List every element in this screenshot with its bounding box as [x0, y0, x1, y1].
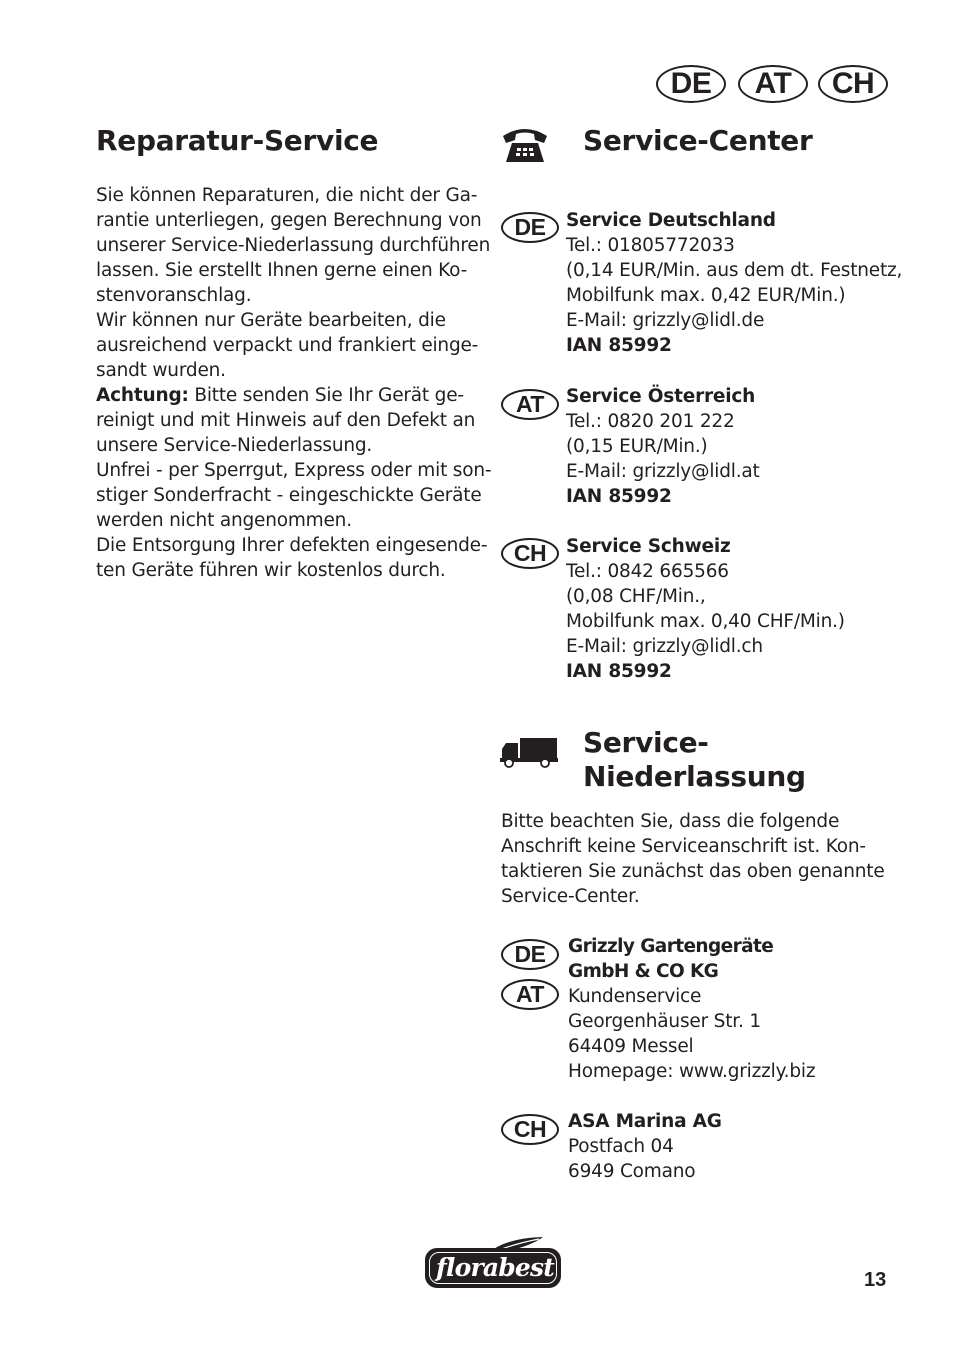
warning-line [96, 383, 491, 408]
text-line: ten Geräte führen wir kostenlos durch. [96, 560, 446, 581]
niederlassung-intro [501, 809, 885, 909]
service-center-title: Service-Center [583, 124, 813, 157]
company-name: ASA Marina AG [568, 1111, 722, 1132]
address-grizzly [568, 934, 815, 1084]
service-line: (0,08 CHF/Min., [566, 586, 706, 607]
badge-de-address: DE [501, 939, 559, 970]
text-line: unsere Service-Niederlassung. [96, 435, 373, 456]
florabest-logo [425, 1236, 563, 1290]
reparatur-text [96, 183, 491, 583]
badge-at: AT [501, 389, 559, 420]
service-line: E-Mail: grizzly@lidl.de [566, 310, 765, 331]
text-line: Die Entsorgung Ihrer defekten eingesende- [96, 535, 488, 556]
address-line: 6949 Comano [568, 1161, 696, 1182]
address-line: Postfach 04 [568, 1136, 674, 1157]
badge-de: DE [501, 212, 559, 243]
address-line: 64409 Messel [568, 1036, 694, 1057]
service-line: E-Mail: grizzly@lidl.ch [566, 636, 763, 657]
text-line: ausreichend verpackt und frankiert einge- [96, 335, 479, 356]
badge-ch-top: CH [818, 65, 888, 103]
company-name: GmbH & CO KG [568, 961, 719, 982]
service-entry-at [566, 384, 760, 509]
niederlassung-title-line1: Service- [583, 726, 709, 759]
address-line: Georgenhäuser Str. 1 [568, 1011, 761, 1032]
text-line: sandt wurden. [96, 360, 226, 381]
text-line: Wir können nur Geräte bearbeiten, die [96, 310, 446, 331]
truck-icon [500, 736, 558, 768]
badge-at-top: AT [738, 65, 808, 103]
badge-ch-address: CH [501, 1114, 559, 1145]
text-line: rantie unterliegen, gegen Berechnung von [96, 210, 482, 231]
service-ian: IAN 85992 [566, 661, 672, 682]
niederlassung-title [583, 726, 806, 794]
address-asa [568, 1109, 722, 1184]
text-line: taktieren Sie zunächst das oben genannte [501, 861, 885, 882]
text-line: werden nicht angenommen. [96, 510, 352, 531]
service-line: Mobilfunk max. 0,40 CHF/Min.) [566, 611, 845, 632]
service-entry-de [566, 208, 902, 358]
service-line: Tel.: 01805772033 [566, 235, 735, 256]
service-name: Service Schweiz [566, 536, 731, 557]
text-line: lassen. Sie erstellt Ihnen gerne einen Ko- [96, 260, 468, 281]
text-line: stiger Sonderfracht - eingeschickte Geräte [96, 485, 482, 506]
service-name: Service Deutschland [566, 210, 776, 231]
reparatur-title: Reparatur-Service [96, 124, 379, 157]
service-line: E-Mail: grizzly@lidl.at [566, 461, 760, 482]
service-entry-ch [566, 534, 845, 684]
badge-ch: CH [501, 538, 559, 569]
service-line: (0,14 EUR/Min. aus dem dt. Festnetz, [566, 260, 903, 281]
text-line: Bitte beachten Sie, dass die folgende [501, 811, 840, 832]
text-line: Unfrei - per Sperrgut, Express oder mit son- [96, 460, 492, 481]
service-line: Tel.: 0820 201 222 [566, 411, 735, 432]
niederlassung-title-line2: Niederlassung [583, 760, 806, 793]
page-number: 13 [864, 1269, 887, 1291]
company-name: Grizzly Gartengeräte [568, 936, 774, 957]
warning-label: Achtung: [96, 385, 189, 406]
service-ian: IAN 85992 [566, 335, 672, 356]
badge-de-top: DE [656, 65, 726, 103]
service-line: Mobilfunk max. 0,42 EUR/Min.) [566, 285, 846, 306]
badge-at-address: AT [501, 979, 559, 1010]
text-line: Service-Center. [501, 886, 640, 907]
service-name: Service Österreich [566, 386, 756, 407]
service-line: Tel.: 0842 665566 [566, 561, 729, 582]
text-line: unserer Service-Niederlassung durchführen [96, 235, 491, 256]
text-line: stenvoranschlag. [96, 285, 252, 306]
service-line: (0,15 EUR/Min.) [566, 436, 708, 457]
logo-box [425, 1248, 561, 1288]
telephone-icon [500, 124, 550, 164]
address-line: Homepage: www.grizzly.biz [568, 1061, 816, 1082]
text-line: reinigt und mit Hinweis auf den Defekt an [96, 410, 476, 431]
service-ian: IAN 85992 [566, 486, 672, 507]
text-line: Sie können Reparaturen, die nicht der Ga- [96, 185, 478, 206]
logo-text: florabest [435, 1253, 555, 1282]
address-line: Kundenservice [568, 986, 702, 1007]
text-line: Anschrift keine Serviceanschrift ist. Kon- [501, 836, 866, 857]
warning-text: Bitte senden Sie Ihr Gerät ge- [188, 385, 464, 406]
